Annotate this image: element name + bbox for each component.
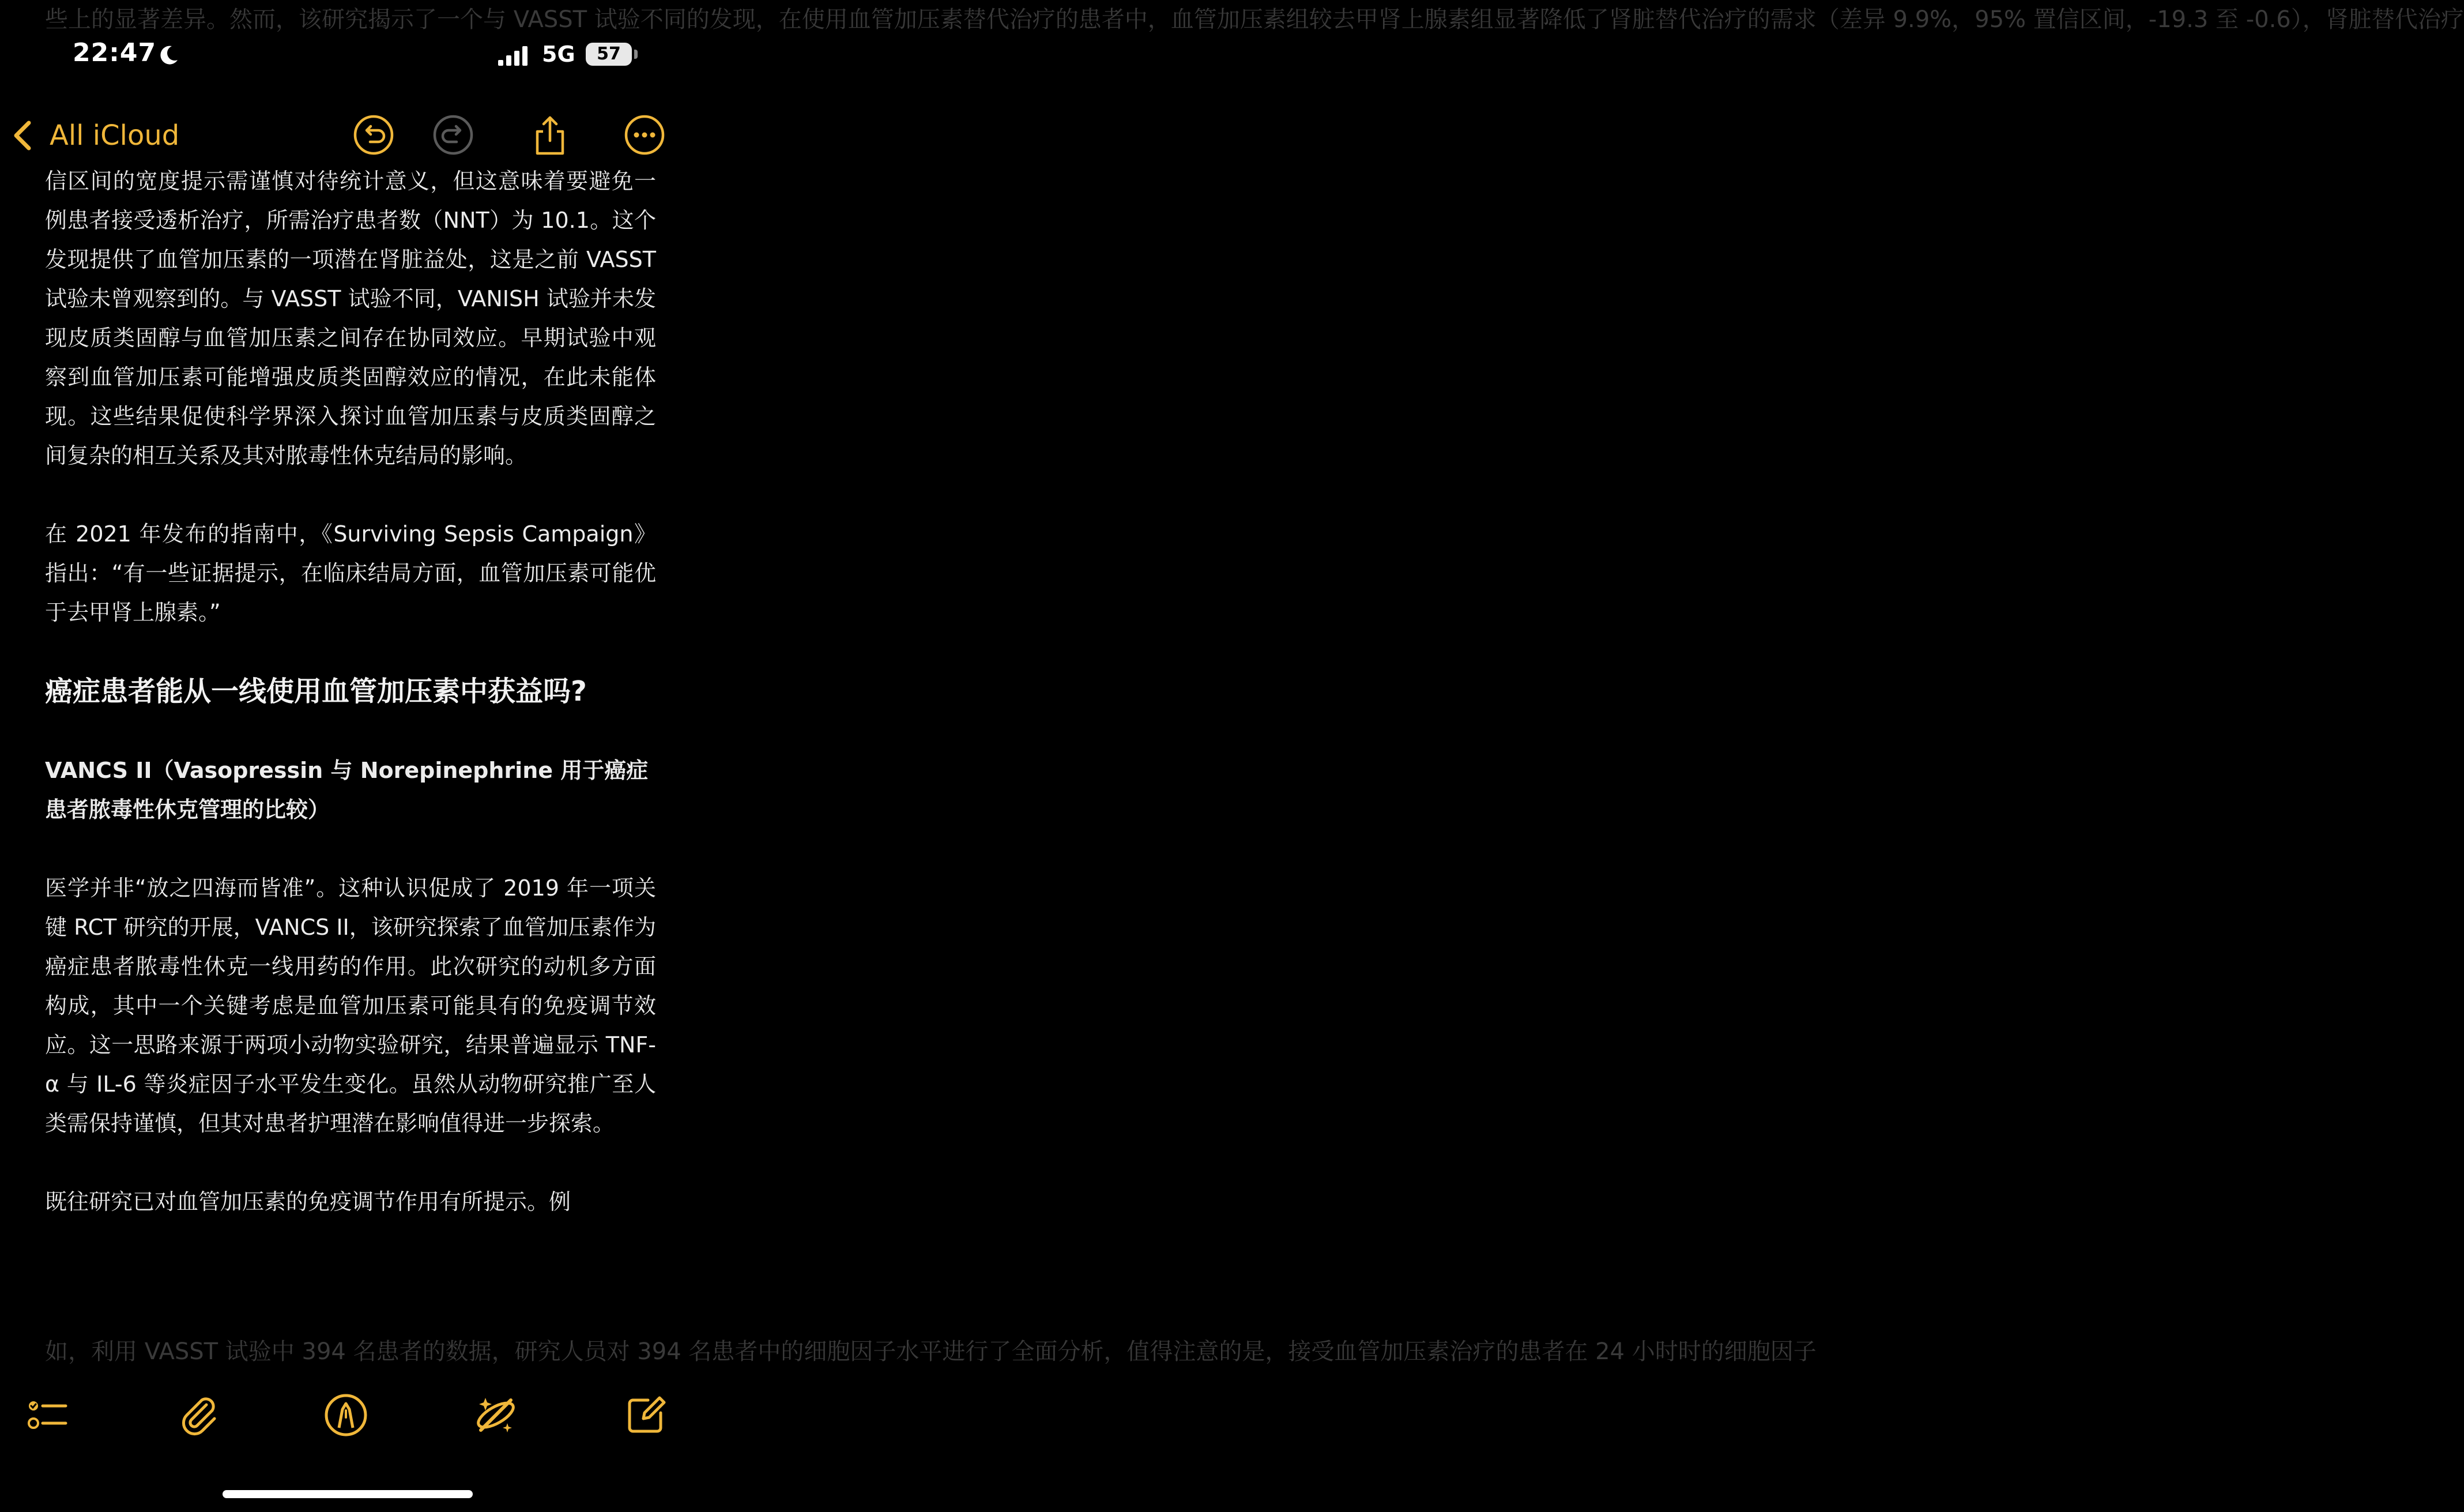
battery-cap (634, 50, 638, 59)
writing-tools-icon[interactable] (473, 1392, 519, 1438)
bottom-toolbar (0, 1384, 695, 1447)
cellular-signal-icon (497, 45, 529, 67)
checklist-icon[interactable] (25, 1392, 71, 1438)
network-type: 5G (542, 42, 575, 67)
note-paragraph-3: 医学并非“放之四海而皆准”。这种认识促成了 2019 年一项关键 RCT 研究的开展，VANCS II，该研究探索了血管加压素作为癌症患者脓毒性休克一线用药的作用。此次研究的动机多方面构成，其中一个关键考虑是血管加压素可能具有的免疫调节效应。这一思路来源于两项小动物实验研究，结果普遍显示 TNF-α 与 IL-6 等炎症因子水平发生变化。虽然从动物研究推广至人类需保持谨慎，但其对患者护理潜在影响值得进一步探索。 (45, 875, 656, 1136)
home-indicator[interactable] (223, 1490, 473, 1498)
note-paragraph-4: 既往研究已对血管加压素的免疫调节作用有所提示。例 (45, 1189, 571, 1214)
battery-icon (586, 43, 632, 66)
chevron-left-icon (12, 119, 35, 152)
compose-icon[interactable] (623, 1392, 669, 1438)
markup-pen-icon[interactable] (323, 1392, 369, 1438)
scrolled-text-top: 些上的显著差异。然而，该研究揭示了一个与 VASST 试验不同的发现，在使用血管加压素替代治疗的患者中，血管加压素组较去甲肾上腺素组显著降低了肾脏替代治疗的需求（差异 9.9%，95% 置信区间，-19.3 至 -0.6），肾脏替代治疗 (45, 6, 2464, 33)
back-button[interactable] (12, 115, 179, 156)
more-icon[interactable] (624, 114, 665, 156)
note-heading: 癌症患者能从一线使用血管加压素中获益吗? (45, 675, 587, 708)
note-body[interactable] (45, 161, 656, 1221)
note-paragraph-2: 在 2021 年发布的指南中，《Surviving Sepsis Campaign》指出：“有一些证据提示，在临床结局方面，血管加压素可能优于去甲肾上腺素。” (45, 521, 656, 625)
moon-icon (157, 44, 180, 67)
status-time: 22:47 (73, 38, 157, 67)
battery-level: 57 (597, 44, 621, 64)
note-subheading: VANCS II（Vasopressin 与 Norepinephrine 用于癌症患者脓毒性休克管理的比较） (45, 758, 649, 822)
redo-icon (432, 114, 474, 156)
share-icon[interactable] (529, 114, 571, 156)
back-label: All iCloud (50, 119, 180, 152)
nav-bar (0, 110, 695, 161)
undo-icon[interactable] (353, 114, 394, 156)
paperclip-icon[interactable] (176, 1392, 223, 1438)
scrolled-text-bottom: 如，利用 VASST 试验中 394 名患者的数据，研究人员对 394 名患者中的细胞因子水平进行了全面分析，值得注意的是，接受血管加压素治疗的患者在 24 小时时的细胞因子 (45, 1338, 1817, 1365)
status-bar (0, 35, 695, 81)
note-paragraph-1: 信区间的宽度提示需谨慎对待统计意义，但这意味着要避免一例患者接受透析治疗，所需治疗患者数（NNT）为 10.1。这个发现提供了血管加压素的一项潜在肾脏益处，这是之前 VASST 试验未曾观察到的。与 VASST 试验不同，VANISH 试验并未发现皮质类固醇与血管加压素之间存在协同效应。早期试验中观察到血管加压素可能增强皮质类固醇效应的情况，在此未能体现。这些结果促使科学界深入探讨血管加压素与皮质类固醇之间复杂的相互关系及其对脓毒性休克结局的影响。 (45, 168, 656, 468)
